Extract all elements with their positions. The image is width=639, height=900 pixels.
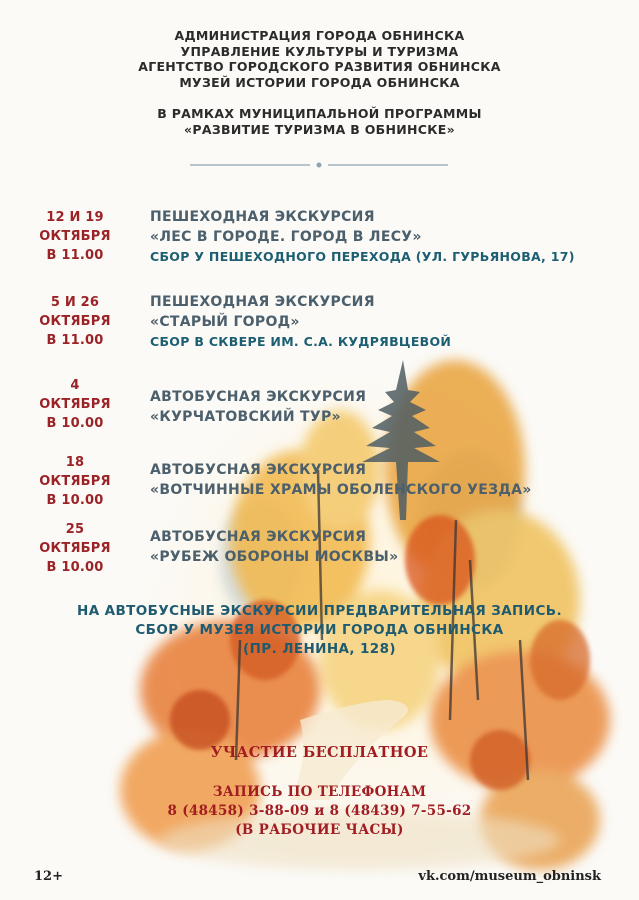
event-type: ПЕШЕХОДНАЯ ЭКСКУРСИЯ <box>150 209 375 225</box>
organizer-line: АДМИНИСТРАЦИЯ ГОРОДА ОБНИНСКА <box>174 28 465 43</box>
phone-numbers: 8 (48458) 3-88-09 и 8 (48439) 7-55-62 <box>167 803 472 819</box>
event-date: 18 ОКТЯБРЯ В 10.00 <box>39 455 111 508</box>
event-type: ПЕШЕХОДНАЯ ЭКСКУРСИЯ <box>150 294 375 310</box>
event-type: АВТОБУСНАЯ ЭКСКУРСИЯ <box>150 389 367 405</box>
bus-tours-notice: НА АВТОБУСНЫЕ ЭКСКУРСИИ ПРЕДВАРИТЕЛЬНАЯ ЗАПИСЬ. СБОР У МУЗЕЯ ИСТОРИИ ГОРОДА ОБНИНСКА (ПР. ЛЕНИНА, 128) <box>77 603 562 657</box>
event-date: 4 ОКТЯБРЯ В 10.00 <box>39 378 111 431</box>
event-date: 12 И 19 ОКТЯБРЯ В 11.00 <box>39 210 111 263</box>
organizer-line: АГЕНТСТВО ГОРОДСКОГО РАЗВИТИЯ ОБНИНСКА <box>138 59 501 74</box>
registration-info: ЗАПИСЬ ПО ТЕЛЕФОНАМ 8 (48458) 3-88-09 и 8 (48439) 7-55-62 (В РАБОЧИЕ ЧАСЫ) <box>0 783 639 840</box>
free-participation: УЧАСТИЕ БЕСПЛАТНОЕ <box>210 744 429 761</box>
vk-link[interactable]: vk.com/museum_obninsk <box>418 869 601 884</box>
event-title: «СТАРЫЙ ГОРОД» <box>150 313 300 330</box>
age-rating-badge: 12+ <box>34 869 63 884</box>
program-line: В РАМКАХ МУНИЦИПАЛЬНОЙ ПРОГРАММЫ <box>157 106 482 121</box>
event-title: «РУБЕЖ ОБОРОНЫ МОСКВЫ» <box>150 548 399 565</box>
ornament-divider <box>190 162 448 168</box>
event-title: «ВОТЧИННЫЕ ХРАМЫ ОБОЛЕНСКОГО УЕЗДА» <box>150 481 532 498</box>
event-meeting-point: СБОР У ПЕШЕХОДНОГО ПЕРЕХОДА (УЛ. ГУРЬЯНОВА, 17) <box>150 249 575 264</box>
organizer-line: МУЗЕЙ ИСТОРИИ ГОРОДА ОБНИНСКА <box>179 74 460 90</box>
event-date: 25 ОКТЯБРЯ В 10.00 <box>39 522 111 575</box>
organizer-line: УПРАВЛЕНИЕ КУЛЬТУРЫ И ТУРИЗМА <box>180 43 459 59</box>
event-type: АВТОБУСНАЯ ЭКСКУРСИЯ <box>150 529 367 545</box>
event-title: «ЛЕС В ГОРОДЕ. ГОРОД В ЛЕСУ» <box>150 228 422 245</box>
event-info <box>150 388 366 427</box>
program-line: «РАЗВИТИЕ ТУРИЗМА В ОБНИНСКЕ» <box>184 121 455 137</box>
event-type: АВТОБУСНАЯ ЭКСКУРСИЯ <box>150 462 367 478</box>
event-info <box>150 208 575 267</box>
event-info <box>150 293 451 352</box>
event-info <box>150 528 398 567</box>
event-date: 5 И 26 ОКТЯБРЯ В 11.00 <box>39 295 111 348</box>
event-info <box>150 461 532 500</box>
event-meeting-point: СБОР В СКВЕРЕ ИМ. С.А. КУДРЯВЦЕВОЙ <box>150 334 452 349</box>
organizers-header <box>0 28 639 137</box>
event-title: «КУРЧАТОВСКИЙ ТУР» <box>150 408 341 425</box>
